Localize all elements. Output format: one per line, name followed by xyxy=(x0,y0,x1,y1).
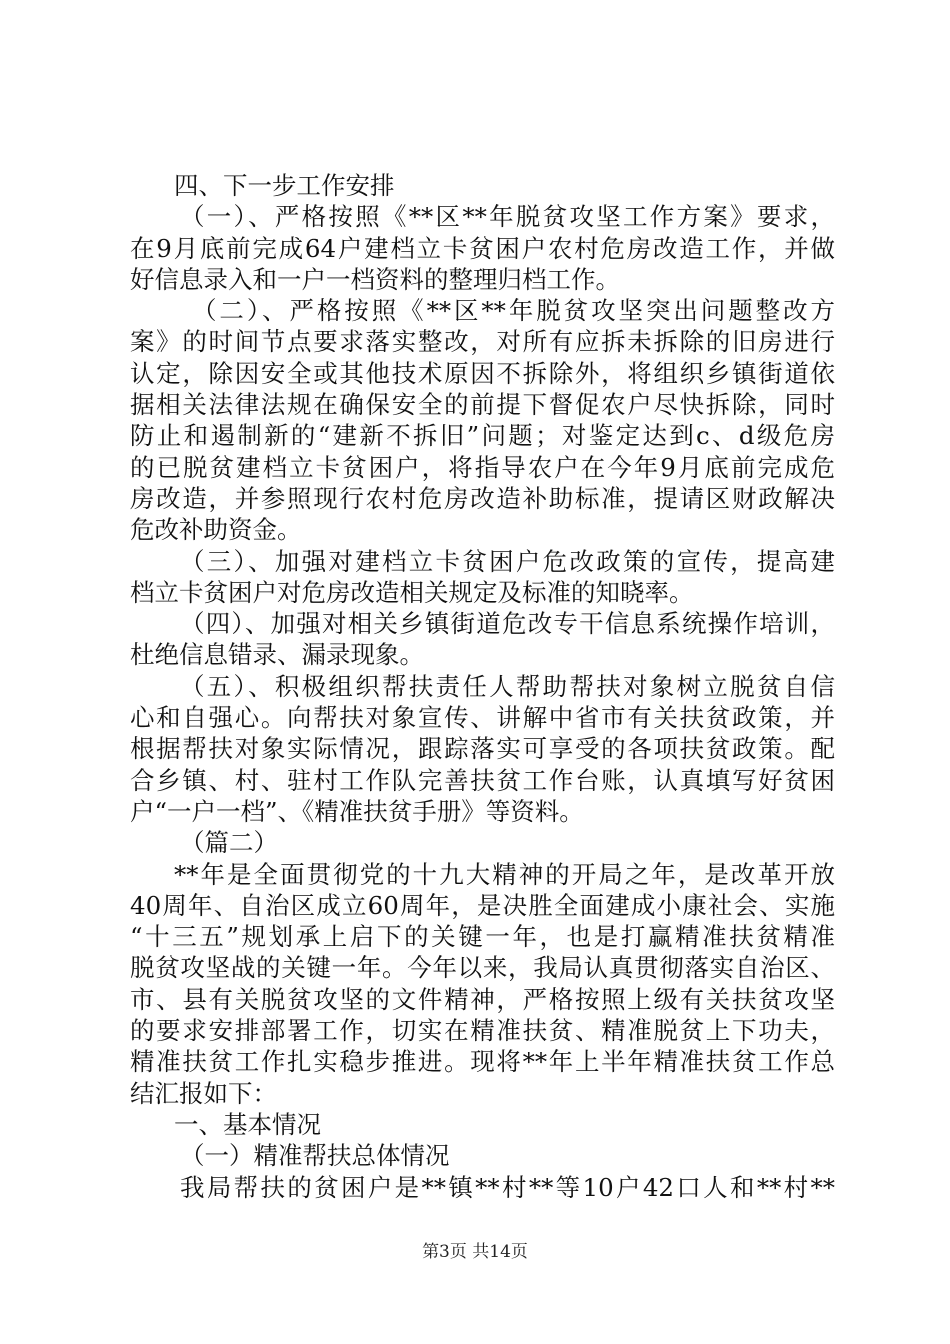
paragraph-line: 的已脱贫建档立卡贫困户，将指导农户在今年9月底前完成危 xyxy=(130,452,835,482)
paragraph-line: 据相关法律法规在确保安全的前提下督促农户尽快拆除，同时 xyxy=(130,390,835,420)
paragraph-line: 40周年、自治区成立60周年，是决胜全面建成小康社会、实施 xyxy=(130,890,835,920)
paragraph-line: （四）、加强对相关乡镇街道危改专干信息系统操作培训， xyxy=(180,609,835,639)
paragraph-line: 根据帮扶对象实际情况，跟踪落实可享受的各项扶贫政策。配 xyxy=(130,734,835,764)
paragraph-line: 房改造，并参照现行农村危房改造补助标准，提请区财政解决 xyxy=(130,483,835,513)
paragraph-line: （三）、加强对建档立卡贫困户危改政策的宣传，提高建 xyxy=(180,546,835,576)
paragraph-line: 心和自强心。向帮扶对象宣传、讲解中省市有关扶贫政策，并 xyxy=(130,703,835,733)
paragraph-line: 案》的时间节点要求落实整改，对所有应拆未拆除的旧房进行 xyxy=(130,327,835,357)
paragraph-line: 结汇报如下： xyxy=(130,1078,277,1108)
paragraph-line: （一）、严格按照《**区**年脱贫攻坚工作方案》要求， xyxy=(180,202,835,232)
paragraph-line: 的要求安排部署工作，切实在精准扶贫、精准脱贫上下功夫， xyxy=(130,1016,835,1046)
paragraph-line: “十三五”规划承上启下的关键一年，也是打赢精准扶贫精准 xyxy=(130,922,835,952)
paragraph-line: 档立卡贫困户对危房改造相关规定及标准的知晓率。 xyxy=(130,577,694,607)
paragraph-line: 户“一户一档”、《精准扶贫手册》等资料。 xyxy=(130,796,584,826)
paragraph-line: 杜绝信息错录、漏录现象。 xyxy=(130,640,424,670)
section-heading: 一、基本情况 xyxy=(174,1109,321,1139)
paragraph-line: 认定，除因安全或其他技术原因不拆除外，将组织乡镇街道依 xyxy=(130,358,835,388)
page-number-footer: 第3页 共14页 xyxy=(422,1242,528,1262)
paragraph-line: 我局帮扶的贫困户是**镇**村**等10户42口人和**村** xyxy=(180,1172,835,1202)
paragraph-line: 脱贫攻坚战的关键一年。今年以来，我局认真贯彻落实自治区、 xyxy=(130,953,835,983)
paragraph-line: 精准扶贫工作扎实稳步推进。现将**年上半年精准扶贫工作总 xyxy=(130,1047,835,1077)
paragraph-line: （二）、严格按照《**区**年脱贫攻坚突出问题整改方 xyxy=(192,296,835,326)
paragraph-line: （五）、积极组织帮扶责任人帮助帮扶对象树立脱贫自信 xyxy=(180,671,835,701)
paragraph-line: 危改补助资金。 xyxy=(130,515,302,545)
paragraph-line: **年是全面贯彻党的十九大精神的开局之年，是改革开放 xyxy=(174,859,835,889)
paragraph-line: 在9月底前完成64户建档立卡贫困户农村危房改造工作，并做 xyxy=(130,233,835,263)
section-heading: （篇二） xyxy=(180,828,278,858)
paragraph-line: 市、县有关脱贫攻坚的文件精神，严格按照上级有关扶贫攻坚 xyxy=(130,984,835,1014)
section-heading: （一）精准帮扶总体情况 xyxy=(180,1141,450,1171)
section-heading: 四、下一步工作安排 xyxy=(174,171,395,200)
document-body xyxy=(130,170,835,1203)
paragraph-line: 防止和遏制新的“建新不拆旧”问题；对鉴定达到c、d级危房 xyxy=(130,421,835,451)
paragraph-line: 好信息录入和一户一档资料的整理归档工作。 xyxy=(130,264,620,294)
paragraph-line: 合乡镇、村、驻村工作队完善扶贫工作台账，认真填写好贫困 xyxy=(130,765,835,795)
